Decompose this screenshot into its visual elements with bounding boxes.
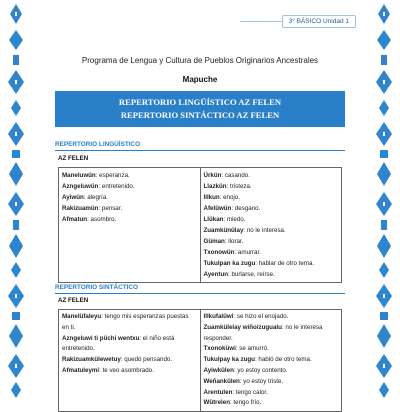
list-item: Ayentun: burlarse, reírse. [203,271,275,278]
subheading-az-felen: AZ FELEN [58,297,89,304]
grade-unit-badge: 3° BÁSICO Unidad 1 [282,15,356,28]
list-item: Ayiwün: alegría. [62,194,108,201]
list-item: Wütrelen: tengo frío. [203,399,262,407]
list-item: Ayiwkülen: yo estoy contento. [203,366,288,374]
syntactic-table [58,309,342,412]
list-item: Afelüwün: desgano. [203,205,261,212]
list-item: Manelüfaleyu: tengo mis esperanzas puestas [62,313,189,320]
linguistic-left-column [59,168,201,283]
list-item: Afmatuleymi: te veo asombrado. [62,366,154,374]
section-divider [55,150,345,151]
list-item: Illkufalüwi: se hizo el enojado. [203,313,289,320]
list-item: Zuamkünülay: no le interesa. [203,227,286,234]
list-item: Illkun: enojo. [203,194,240,201]
program-title: Programa de Lengua y Cultura de Pueblos Originarios Ancestrales [81,56,319,65]
list-item: Zuamkülelay wiño/zugualu: no le interesa [203,323,323,331]
banner-title-linguistic: REPERTORIO LINGÜÍSTICO AZ FELEN [118,97,282,107]
title-banner [55,91,345,127]
language-title: Mapuche [182,75,218,84]
list-item: Tukulpan ka zugu: hablar de otro tema. [203,260,315,267]
list-item: Tukulpay ka zugu: habló de otro tema. [203,356,312,364]
list-item: entretenido. [62,345,95,353]
banner-title-syntactic: REPERTORIO SINTÁCTICO AZ FELEN [120,110,280,120]
list-item: Afmatun: asombro. [62,216,117,223]
list-item: Azngeluwi ti püchi wentxu: el niño está [62,334,175,342]
syntactic-right-column [200,310,342,412]
list-item: Arentulen: tengo calor. [203,388,268,396]
list-item: en ti. [62,323,76,331]
decorative-border-right [372,0,396,400]
decorative-border-left [4,0,28,400]
list-item: Llazkün: tristeza. [203,183,252,190]
list-item: Azngeluwün: entretenido. [62,183,135,190]
section-heading-syntactic: REPERTORIO SINTÁCTICO [55,284,138,291]
list-item: responder. [203,334,233,342]
list-item: Txonoküwi: se amurró. [203,345,269,353]
list-item: Rakizuamün: pensar. [62,205,123,212]
list-item: Weñankülen: yo estoy triste. [203,377,284,385]
list-item: Ürkün: casando. [203,172,250,179]
linguistic-table [58,167,342,283]
list-item: Güman: llorar. [203,238,244,245]
section-divider [55,293,345,294]
linguistic-right-column [200,168,342,283]
list-item: Rakizuamkülewetuy: quedó pensando. [62,356,173,364]
list-item: Txonowün: amurrar. [203,249,261,256]
list-item: Llükan: miedo. [203,216,246,223]
subheading-az-felen: AZ FELEN [58,155,89,162]
syntactic-left-column [59,310,201,412]
section-heading-linguistic: REPERTORIO LINGÜÍSTICO [55,141,141,148]
list-item: Maneluwün: esperanza. [62,172,130,179]
